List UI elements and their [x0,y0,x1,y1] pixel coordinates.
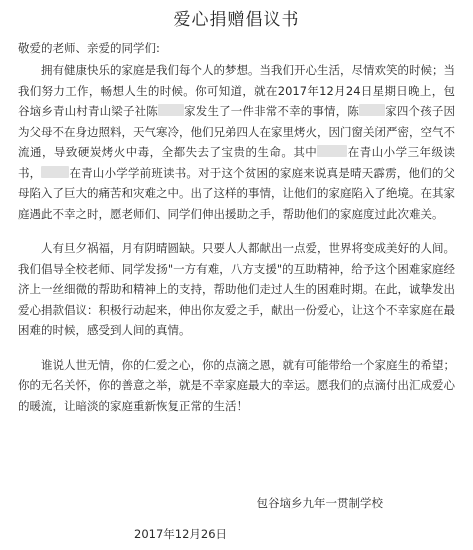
paragraph-1 [18,60,455,224]
paragraph-1-segment-5: 在青山小学学前班读书。对于这个贫困的家庭来说真是晴天霹雳，他们的父母陷入了巨大的痛苦和灾难之中。出了这样的事情，让他们的家庭陷入了绝境。在其家庭遇此不幸之时，愿老师们、同学们伸出援助之手，帮助他们的家庭度过此次难关。 [18,165,455,221]
paragraph-2: 人有旦夕祸福，月有阴晴圆缺。只要人人都献出一点爱，世界将变成美好的人间。我们倡导全校老师、同学发扬"一方有难，八方支援"的互助精神，给予这个困难家庭经济上一丝细微的帮助和精神上的支持，帮助他们走过人生的困难时期。在此，诚挚发出爱心捐款倡议：积极行动起来，伸出你友爱之手，献出一份爱心，让这个不幸家庭在最困难的时候，感受到人间的真情。 [18,241,455,337]
paragraph-3: 谁说人世无情，你的仁爱之心，你的点滴之恩，就有可能带给一个家庭生的希望；你的无名关怀，你的善意之举，就是不幸家庭最大的幸运。愿我们的点滴付出汇成爱心的暖流，让暗淡的家庭重新恢复正常的生活！ [18,357,455,413]
signature-school: 包谷垴乡九年一贯制学校 [256,496,383,510]
greeting-line: 敬爱的老师、亲爱的同学们: [18,41,160,55]
paragraph-1-segment-4: 在青山小学三年级读书， [18,145,455,180]
paragraph-1-segment-1: 拥有健康快乐的家庭是我们每个人的梦想。当我们开心生活，尽情欢笑的时候；当我们努力工作，畅想人生的时候。你可知道，就在2017年12月24日星期日晚上，包谷垴乡青山村青山梁子社陈 [18,63,455,118]
redacted-name-4 [41,166,69,178]
paragraph-1-segment-3: 家四个孩子因为父母不在身边照料，天气寒冷，他们兄弟四人在家里烤火，因门窗关闭严密，空气不流通，导致硬炭烤火中毒，全都失去了宝贵的生命。其中 [18,104,456,159]
paragraph-1-segment-2: 家发生了一件非常不幸的事情，陈 [183,104,360,118]
redacted-name-3 [317,145,347,157]
signature-date: 2017年12月26日 [134,527,228,541]
redacted-name-1 [158,104,184,116]
document-title: 爱心捐赠倡议书 [173,10,300,30]
redacted-name-2 [359,104,385,116]
